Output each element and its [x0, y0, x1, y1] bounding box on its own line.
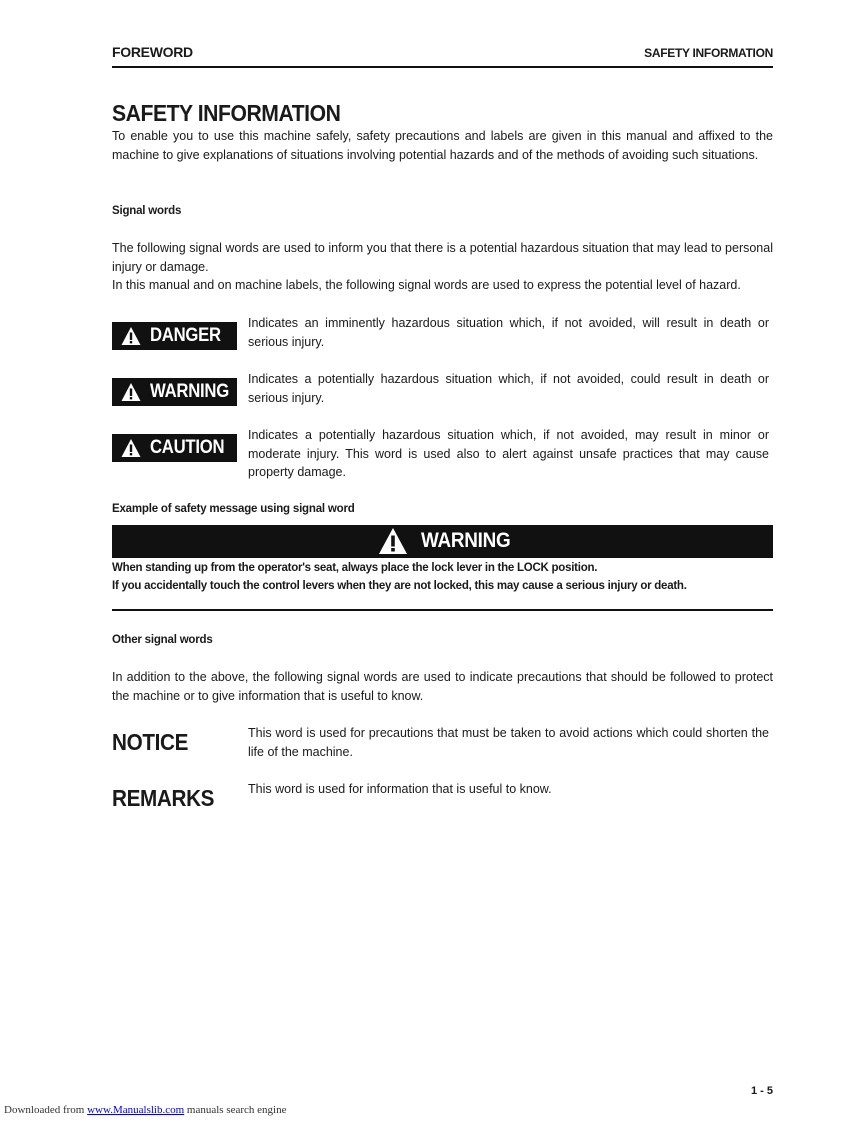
notice-label: NOTICE: [112, 729, 189, 755]
signal-words-paragraph-2: In this manual and on machine labels, the following signal words are used to express the potential level of hazard.: [112, 278, 741, 292]
example-heading: Example of safety message using signal word: [112, 503, 355, 515]
other-signal-words-paragraph: In addition to the above, the following signal words are used to indicate precautions that should be followed to protect the machine or to give information that is useful to know.: [112, 670, 773, 703]
download-footer: [4, 1104, 286, 1116]
signal-words-heading: Signal words: [112, 205, 182, 217]
danger-badge: [112, 322, 237, 350]
divider: [112, 609, 773, 611]
example-message-line-1: When standing up from the operator's seat, always place the lock lever in the LOCK position.: [112, 562, 598, 574]
warning-banner: [112, 525, 773, 558]
remarks-label: REMARKS: [112, 785, 215, 811]
manualslib-link[interactable]: www.Manualslib.com: [87, 1104, 185, 1116]
other-signal-words-heading: Other signal words: [112, 634, 213, 646]
intro-paragraph: To enable you to use this machine safely, safety precautions and labels are given in this manual and affixed to the machine to give explanations of situations involving potential hazards and of the methods of avoiding such situations.: [112, 129, 773, 162]
caution-badge: [112, 434, 237, 462]
page-number: 1 - 5: [750, 1085, 773, 1097]
danger-label: DANGER: [150, 325, 221, 346]
danger-description: Indicates an imminently hazardous situation which, if not avoided, will result in death or serious injury.: [248, 316, 769, 349]
warning-badge: [112, 378, 237, 406]
header-chapter-title: SAFETY INFORMATION: [644, 46, 773, 60]
notice-description: This word is used for precautions that must be taken to avoid actions which could shorten the life of the machine.: [248, 726, 769, 759]
warning-triangle-icon: [121, 438, 141, 458]
warning-description: Indicates a potentially hazardous situation which, if not avoided, could result in death or serious injury.: [248, 372, 769, 405]
caution-description: Indicates a potentially hazardous situation which, if not avoided, may result in minor or moderate injury. This word is used also to alert against unsafe practices that may cause property damage.: [248, 428, 769, 479]
footer-prefix: Downloaded from: [4, 1104, 85, 1116]
warning-triangle-icon: [121, 382, 141, 402]
page-header: [112, 42, 773, 68]
caution-label: CAUTION: [150, 437, 225, 458]
warning-triangle-icon: [121, 326, 141, 346]
footer-suffix: manuals search engine: [186, 1104, 287, 1116]
warning-banner-label: WARNING: [421, 529, 511, 552]
example-message-line-2: If you accidentally touch the control levers when they are not locked, this may cause a serious injury or death.: [112, 580, 687, 592]
signal-words-paragraph-1: The following signal words are used to inform you that there is a potential hazardous situation that may lead to personal injury or damage.: [112, 241, 773, 274]
header-section-title: FOREWORD: [112, 44, 193, 60]
warning-triangle-icon: [378, 527, 408, 555]
warning-label: WARNING: [150, 381, 229, 402]
remarks-description: This word is used for information that is useful to know.: [248, 782, 552, 796]
page-title: SAFETY INFORMATION: [112, 100, 341, 126]
